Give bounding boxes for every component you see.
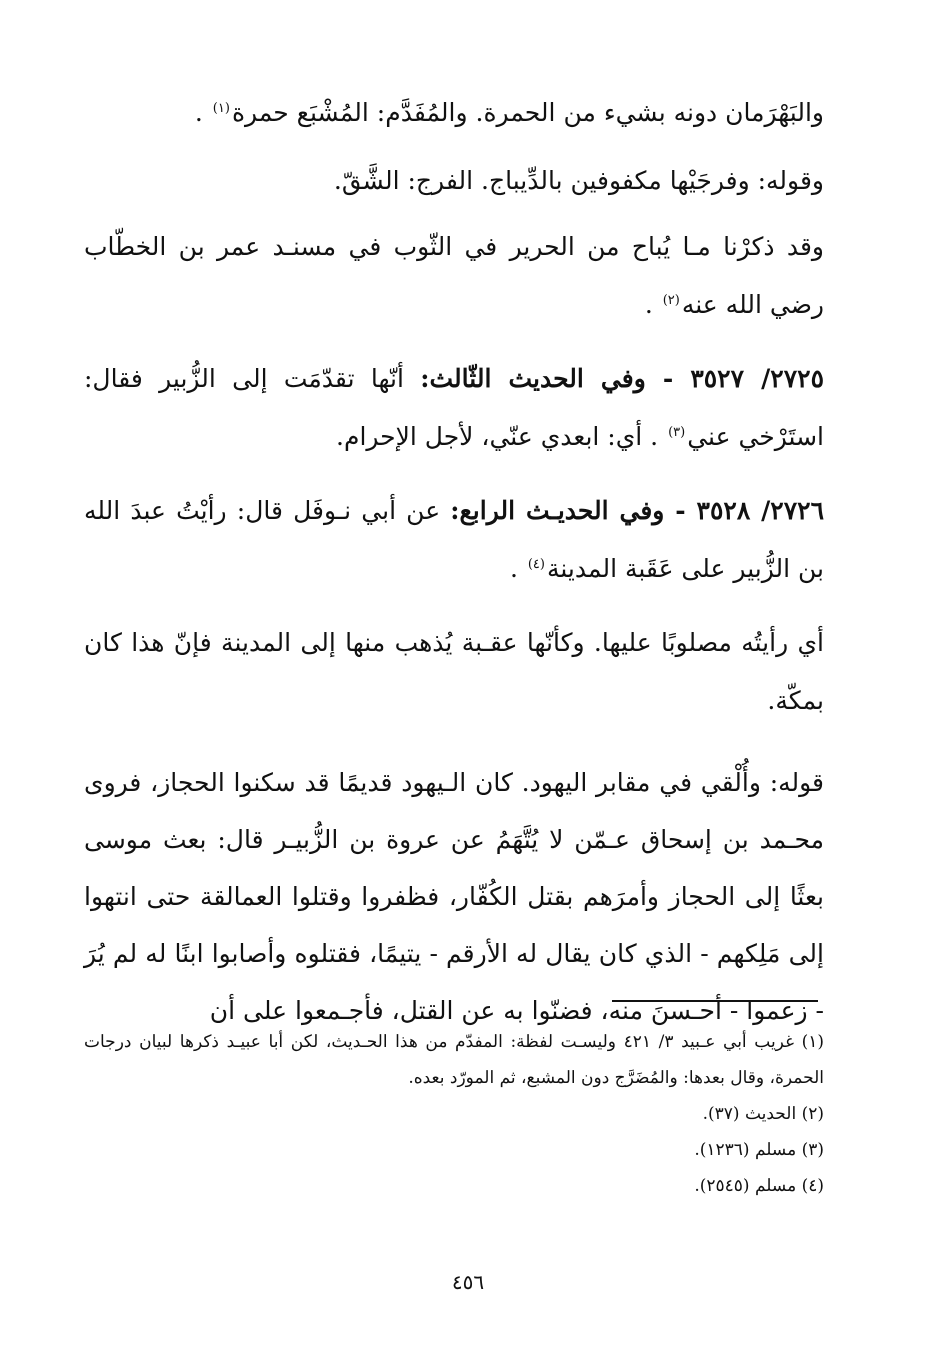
paragraph-3 <box>84 218 824 334</box>
footnote-2 <box>84 1096 824 1132</box>
footnote-1 <box>84 1024 824 1096</box>
footnote-3 <box>84 1132 824 1168</box>
footnote-ref[interactable]: (١) <box>212 100 230 116</box>
paragraph-2 <box>84 150 824 212</box>
paragraph-text: قوله: وأُلْقي في مقابر اليهود. كان الـيهود قديمًا قد سكنوا الحجاز، فروى محـمد بن إسحاق عـمّن لا يُتَّهَمُ عن عروة بن الزُّبيـر قال: بعث موسى بعثًا إلى الحجاز وأمرَهم بقتل الكُفّار، فظفروا وقتلوا العمالقة حتى انتهوا إلى مَلِكهم - الذي كان يقال له الأرقم - يتيمًا، فقتلوه وأصابوا ابنًا له لم يُرَ - زعموا - أحـسنَ منه، فضنّوا به عن القتل، فأجـمعوا على أن <box>84 768 824 1025</box>
paragraph-tail: . <box>509 554 526 583</box>
main-text <box>84 82 824 1039</box>
hadith-3527 <box>84 350 824 466</box>
hadith-heading: ٢٧٢٥/ ٣٥٢٧ - وفي الحديث الثّالث: <box>420 364 824 393</box>
paragraph-text: عن أبي نـوفَل قال: رأيْتُ عبدَ الله بن الزُّبير على عَقَبة المدينة <box>84 496 824 583</box>
paragraph-tail: . <box>194 98 211 127</box>
footnote-4 <box>84 1168 824 1204</box>
paragraph-text: والبَهْرَمان دونه بشيء من الحمرة. والمُفَدَّم: المُشْبَع حمرة <box>231 98 824 127</box>
footnotes <box>84 1024 824 1204</box>
footnote-text: غريب أبي عـبيد ٣/ ٤٢١ وليسـت لفظة: المفدّم من هذا الحـديث، لكن أبا عبيـد ذكرها لبيان درجات الحمرة، وقال بعدها: والمُضَرَّج دون المشبع، ثم المورّد بعده. <box>84 1032 824 1088</box>
footnote-text: مسلم (١٢٣٦). <box>694 1140 797 1160</box>
paragraph-1 <box>84 82 824 144</box>
footnote-number: (٣) <box>801 1140 824 1160</box>
paragraph-tail: . أي: ابعدي عنّي، لأجل الإحرام. <box>336 422 667 451</box>
paragraph-7 <box>84 754 824 1039</box>
paragraph-text: أنّها تقدّمَت إلى الزُّبير فقال: استَرْخي عني <box>84 364 824 451</box>
footnote-ref[interactable]: (٤) <box>527 556 545 572</box>
footnote-number: (١) <box>801 1032 825 1052</box>
paragraph-6 <box>84 614 824 730</box>
hadith-heading: ٢٧٢٦/ ٣٥٢٨ - وفي الحديـث الرابع: <box>450 496 825 525</box>
footnote-separator <box>612 1000 818 1002</box>
paragraph-tail: . <box>644 290 661 319</box>
paragraph-text: وقوله: وفرجَيْها مكفوفين بالدِّيباج. الفرج: الشَّقّ. <box>333 166 824 195</box>
page-number: ٤٥٦ <box>451 1270 485 1294</box>
footnote-text: مسلم (٢٥٤٥). <box>694 1176 797 1196</box>
footnote-ref[interactable]: (٣) <box>668 424 686 440</box>
paragraph-text: أي رأيتُه مصلوبًا عليها. وكأنّها عقـبة يُذهب منها إلى المدينة فإنّ هذا كان بمكّة. <box>84 628 824 715</box>
hadith-3528 <box>84 482 824 598</box>
footnote-number: (٤) <box>801 1176 824 1196</box>
footnote-number: (٢) <box>801 1104 824 1124</box>
footnote-ref[interactable]: (٢) <box>662 292 680 308</box>
paragraph-text: وقد ذكرْنا مـا يُباح من الحرير في الثّوب في مسنـد عمر بن الخطّاب رضي الله عنه <box>84 232 824 319</box>
footnote-text: الحديث (٣٧). <box>702 1104 797 1124</box>
